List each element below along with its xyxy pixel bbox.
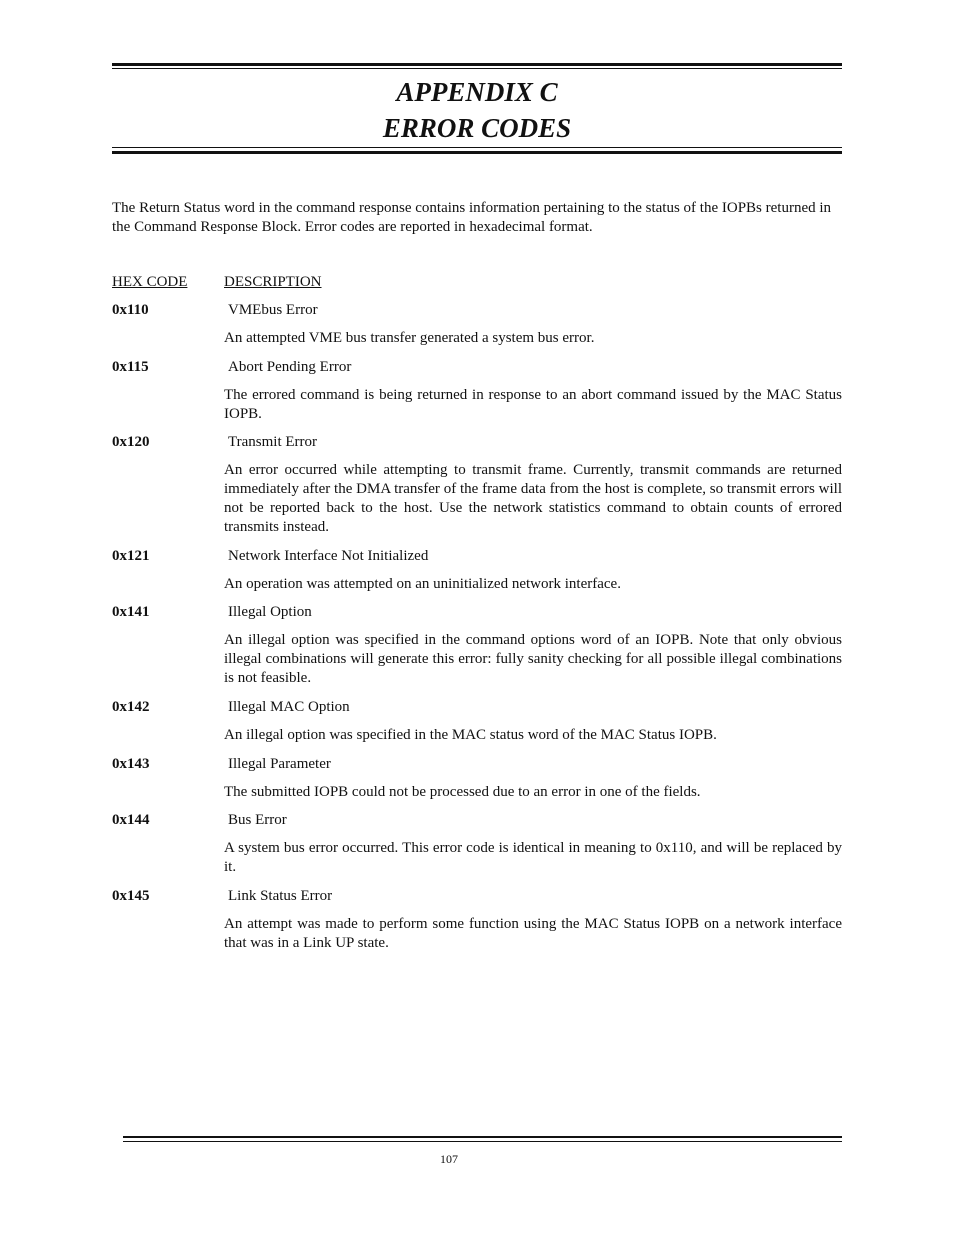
error-entry bbox=[112, 547, 842, 594]
error-entry bbox=[112, 811, 842, 877]
error-code: 0x143 bbox=[112, 755, 150, 772]
error-code: 0x141 bbox=[112, 604, 150, 621]
error-description: An attempted VME bus transfer generated a system bus error. bbox=[224, 330, 595, 346]
error-entry bbox=[112, 603, 842, 687]
column-header-description: DESCRIPTION bbox=[224, 274, 322, 290]
page-title bbox=[112, 74, 842, 146]
error-code: 0x120 bbox=[112, 434, 150, 451]
error-description: An illegal option was specified in the MAC status word of the MAC Status IOPB. bbox=[224, 726, 717, 743]
title-line-2: ERROR CODES bbox=[382, 113, 572, 143]
footer-rule-thin bbox=[123, 1141, 842, 1142]
error-entry bbox=[112, 301, 842, 348]
error-description: An illegal option was specified in the command options word of an IOPB. Note that only obvious illegal combinations will generate this error: fully sanity checking for all possible illegal combinations is not feasible. bbox=[224, 632, 842, 686]
error-description: An operation was attempted on an uninitialized network interface. bbox=[224, 575, 621, 592]
page-number: 107 bbox=[440, 1152, 458, 1166]
error-code: 0x144 bbox=[112, 812, 150, 829]
header-rule-bottom-thick bbox=[112, 151, 842, 154]
error-code: 0x142 bbox=[112, 698, 150, 715]
error-description: A system bus error occurred. This error code is identical in meaning to 0x110, and will be replaced by it. bbox=[224, 840, 842, 876]
column-header-hex-code: HEX CODE bbox=[112, 274, 188, 290]
footer-rule-thick bbox=[123, 1136, 842, 1138]
error-entry bbox=[112, 755, 842, 802]
error-name: VMEbus Error bbox=[228, 302, 318, 318]
error-description: The submitted IOPB could not be processed due to an error in one of the fields. bbox=[224, 783, 701, 800]
header-rule-bottom-thin bbox=[112, 147, 842, 148]
error-code-list bbox=[112, 301, 842, 963]
error-code: 0x110 bbox=[112, 302, 149, 318]
error-name: Transmit Error bbox=[228, 434, 318, 451]
error-name: Bus Error bbox=[228, 812, 287, 829]
header-rule-top-thin bbox=[112, 68, 842, 69]
header-rule-top-thick bbox=[112, 63, 842, 66]
intro-paragraph: The Return Status word in the command response contains information pertaining to the status of the IOPBs returned in the Command Response Block. Error codes are reported in hexadecimal format. bbox=[112, 200, 832, 235]
error-name: Network Interface Not Initialized bbox=[228, 547, 429, 564]
error-entry bbox=[112, 433, 842, 536]
error-code: 0x121 bbox=[112, 547, 150, 564]
error-entry bbox=[112, 887, 842, 953]
error-name: Illegal Option bbox=[228, 604, 312, 621]
error-description: The errored command is being returned in response to an abort command issued by the MAC Status IOPB. bbox=[224, 386, 842, 422]
error-description: An attempt was made to perform some function using the MAC Status IOPB on a network interface that was in a Link UP state. bbox=[224, 915, 842, 951]
error-name: Abort Pending Error bbox=[228, 358, 352, 375]
error-description: An error occurred while attempting to transmit frame. Currently, transmit commands are returned immediately after the DMA transfer of the frame data from the host is complete, so transmit errors will not be reported back to the host. Use the network statistics command to obtain counts of errored transmits instead. bbox=[224, 462, 842, 535]
error-entry bbox=[112, 358, 842, 424]
error-code: 0x145 bbox=[112, 887, 150, 904]
error-name: Illegal Parameter bbox=[228, 755, 331, 772]
error-name: Illegal MAC Option bbox=[228, 698, 350, 715]
title-line-1: APPENDIX C bbox=[396, 77, 558, 107]
error-code: 0x115 bbox=[112, 358, 149, 375]
error-name: Link Status Error bbox=[228, 887, 333, 904]
error-entry bbox=[112, 698, 842, 745]
